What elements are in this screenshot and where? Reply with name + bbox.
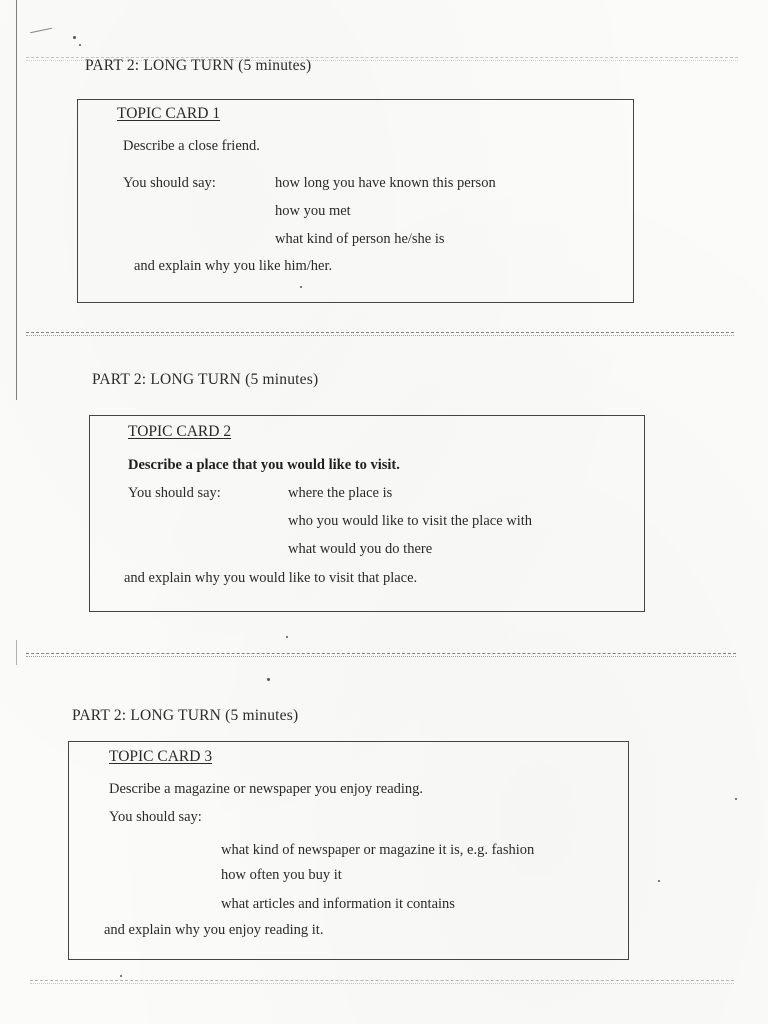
- bullet-point: how long you have known this person: [275, 175, 496, 191]
- part-heading-3: PART 2: LONG TURN (5 minutes): [72, 707, 299, 724]
- closing-instruction: and explain why you would like to visit that place.: [124, 570, 418, 586]
- scan-speck: [735, 798, 737, 800]
- topic-prompt: Describe a close friend.: [123, 138, 260, 154]
- closing-instruction: and explain why you like him/her.: [134, 258, 333, 274]
- scan-speck: [73, 36, 76, 39]
- topic-card-3: [68, 741, 629, 960]
- page-margin-rule-lower: [16, 640, 17, 665]
- bullet-point: how often you buy it: [221, 867, 342, 883]
- bullet-point: what kind of person he/she is: [275, 231, 445, 247]
- bullet-point: how you met: [275, 203, 351, 219]
- topic-card-title: TOPIC CARD 3: [109, 748, 213, 765]
- topic-card-title: TOPIC CARD 2: [128, 423, 232, 440]
- should-say-label: You should say:: [128, 485, 221, 501]
- bullet-point: where the place is: [288, 485, 393, 501]
- scan-speck: [79, 44, 81, 46]
- part-heading-2: PART 2: LONG TURN (5 minutes): [92, 371, 319, 388]
- page-margin-rule: [16, 0, 17, 400]
- should-say-label: You should say:: [109, 809, 202, 825]
- scan-scratch: [30, 28, 52, 34]
- bullet-point: what articles and information it contains: [221, 896, 455, 912]
- topic-prompt: Describe a place that you would like to visit.: [128, 457, 400, 473]
- topic-prompt: Describe a magazine or newspaper you enjoy reading.: [109, 781, 424, 797]
- topic-card-1: [77, 99, 634, 303]
- bullet-point: who you would like to visit the place with: [288, 513, 533, 529]
- cut-line-2: [26, 653, 736, 657]
- part-heading-1: PART 2: LONG TURN (5 minutes): [85, 57, 312, 74]
- closing-instruction: and explain why you enjoy reading it.: [104, 922, 324, 938]
- topic-card-2: [89, 415, 645, 612]
- bullet-point: what would you do there: [288, 541, 433, 557]
- scan-speck: [267, 678, 270, 681]
- scan-speck: [658, 880, 660, 882]
- topic-card-title: TOPIC CARD 1: [117, 105, 221, 122]
- cut-line-bottom: [30, 980, 734, 984]
- scan-speck: [286, 636, 288, 638]
- should-say-label: You should say:: [123, 175, 216, 191]
- cut-line-1: [26, 332, 734, 336]
- scan-speck: [120, 975, 122, 977]
- bullet-point: what kind of newspaper or magazine it is, e.g. fashion: [221, 842, 535, 858]
